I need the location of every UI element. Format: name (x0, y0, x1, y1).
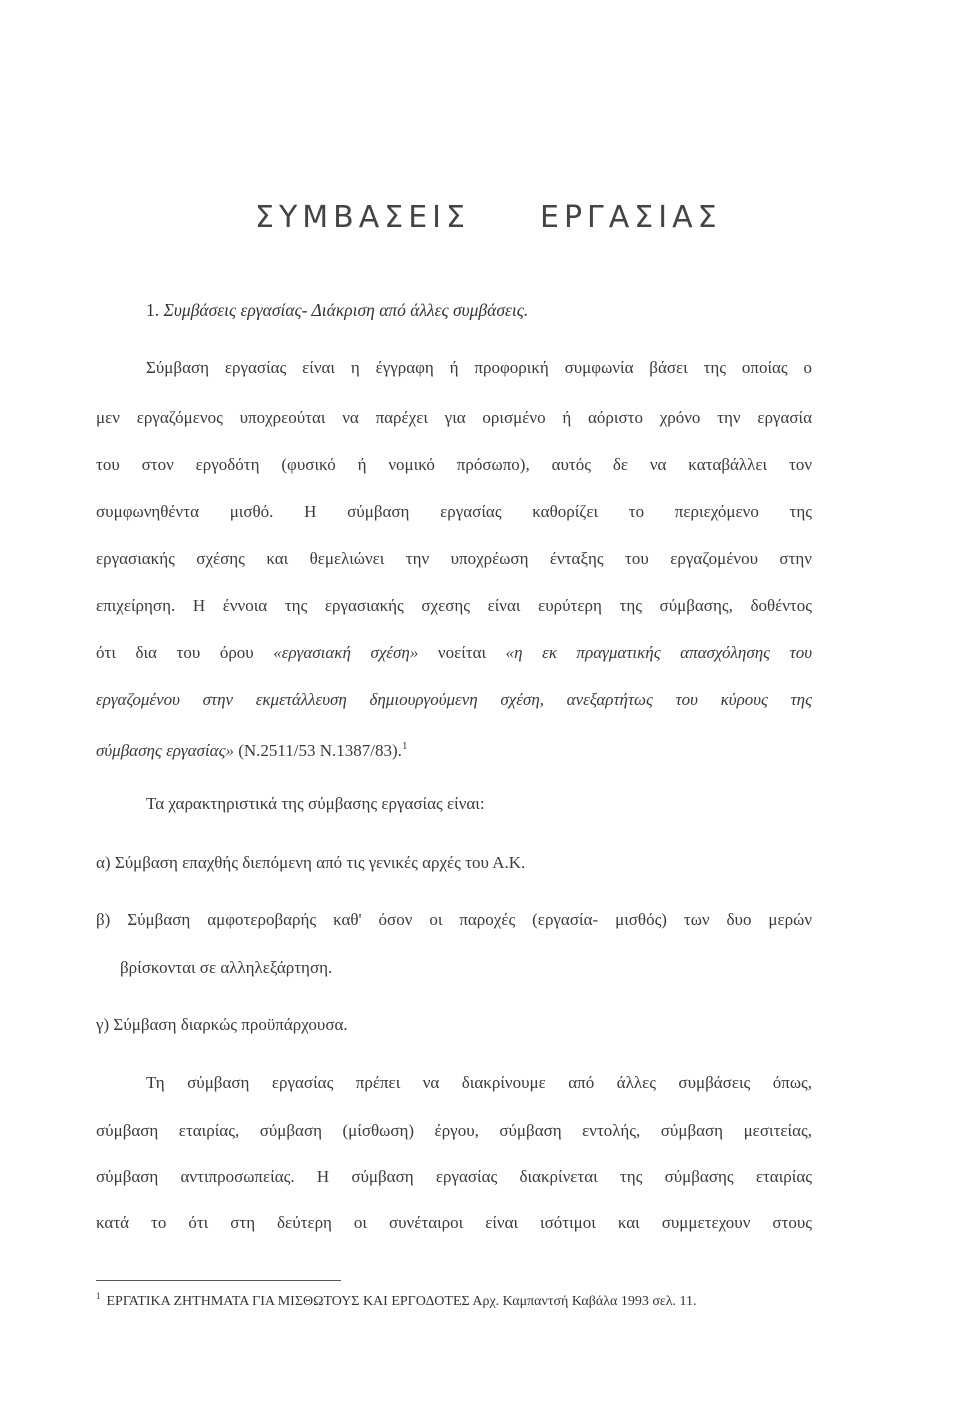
title-word-2: ΕΡΓΑΣΙΑΣ (539, 200, 722, 235)
footnote-marker: 1 (401, 740, 408, 752)
quoted-definition-start: «η εκ πραγματικής απασχόλησης του (505, 643, 812, 662)
section-heading (146, 300, 528, 321)
handwritten-title (255, 200, 722, 235)
feature-item-a: α) Σύμβαση επαχθής διεπόμενη από τις γενικές αρχές του Α.Κ. (96, 853, 526, 872)
paragraph-1-line-4: συμφωνηθέντα μισθό. Η σύμβαση εργασίας καθορίζει το περιεχόμενο της (96, 502, 812, 521)
paragraph-2-line-1: Τη σύμβαση εργασίας πρέπει να διακρίνουμε από άλλες συμβάσεις όπως, (146, 1073, 812, 1092)
paragraph-1-line-3: του στον εργοδότη (φυσικό ή νομικό πρόσωπο), αυτός δε να καταβάλλει τον (96, 455, 812, 474)
quoted-term: «εργασιακή σχέση» (273, 643, 419, 662)
title-word-1: ΣΥΜΒΑΣΕΙΣ (255, 200, 470, 235)
feature-item-b-line-1: β) Σύμβαση αμφοτεροβαρής καθ' όσον οι παροχές (εργασία- μισθός) των δυο μερών (96, 910, 812, 929)
footnote-number: 1 (96, 1291, 101, 1301)
line-7-part-c: νοείται (418, 643, 506, 662)
features-intro: Τα χαρακτηριστικά της σύμβασης εργασίας είναι: (146, 794, 485, 813)
line-7-part-a: ότι δια του όρου (96, 643, 274, 662)
footnote (96, 1291, 697, 1310)
feature-item-b-line-2: βρίσκονται σε αλληλεξάρτηση. (120, 958, 333, 977)
feature-item-c: γ) Σύμβαση διαρκώς προϋπάρχουσα. (96, 1015, 348, 1034)
footnote-text: ΕΡΓΑΤΙΚΑ ΖΗΤΗΜΑΤΑ ΓΙΑ ΜΙΣΘΩΤΟΥΣ ΚΑΙ ΕΡΓΟΔΟΤΕΣ Αρχ. Καμπαντσή Καβάλα 1993 σελ. 11. (106, 1294, 697, 1309)
paragraph-1-line-5: εργασιακής σχέσης και θεμελιώνει την υποχρέωση ένταξης του εργαζομένου στην (96, 549, 812, 568)
quoted-definition-end: σύμβασης εργασίας» (96, 741, 234, 760)
footnote-divider (96, 1280, 341, 1281)
paragraph-1-line-2: μεν εργαζόμενος υποχρεούται να παρέχει για ορισμένο ή αόριστο χρόνο την εργασία (96, 408, 812, 427)
section-number: 1. (146, 300, 160, 320)
paragraph-1-line-8: εργαζομένου στην εκμετάλλευση δημιουργούμενη σχέση, ανεξαρτήτως του κύρους της (96, 690, 812, 709)
paragraph-2-line-3: σύμβαση αντιπροσωπείας. Η σύμβαση εργασίας διακρίνεται της σύμβασης εταιρίας (96, 1167, 812, 1186)
paragraph-1-line-9 (96, 736, 812, 761)
paragraph-1-line-6: επιχείρηση. Η έννοια της εργασιακής σχεσης είναι ευρύτερη της σύμβασης, δοθέντος (96, 596, 812, 615)
section-heading-text: Συμβάσεις εργασίας- Διάκριση από άλλες συμβάσεις. (163, 300, 529, 320)
paragraph-2-line-2: σύμβαση εταιρίας, σύμβαση (μίσθωση) έργου, σύμβαση εντολής, σύμβαση μεσιτείας, (96, 1121, 812, 1140)
paragraph-1-line-7 (96, 643, 812, 663)
law-reference: (Ν.2511/53 Ν.1387/83). (233, 741, 402, 760)
paragraph-1-line-1: Σύμβαση εργασίας είναι η έγγραφη ή προφορική συμφωνία βάσει της οποίας ο (146, 358, 812, 377)
paragraph-2-line-4: κατά το ότι στη δεύτερη οι συνέταιροι είναι ισότιμοι και συμμετεχουν στους (96, 1213, 812, 1232)
